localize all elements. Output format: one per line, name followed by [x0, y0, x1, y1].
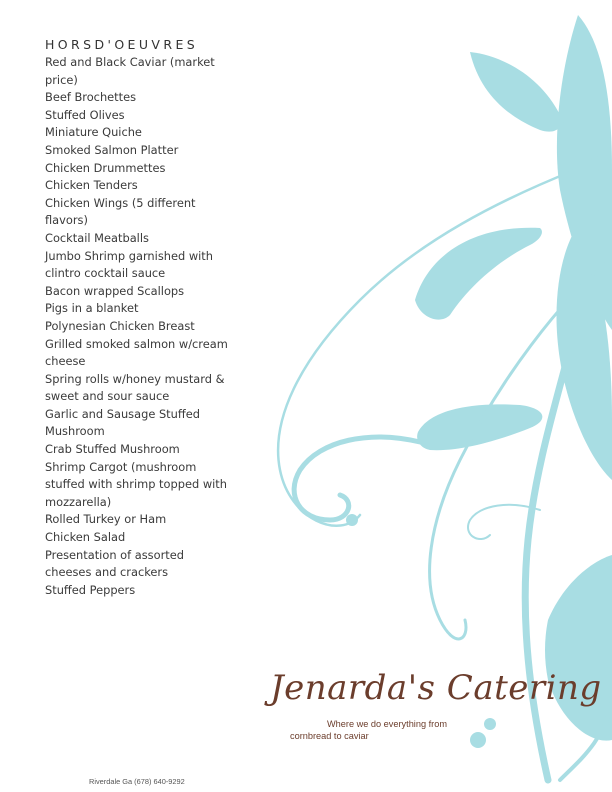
menu-list: [45, 54, 245, 599]
footer-contact: Riverdale Ga (678) 640-9292: [89, 777, 185, 786]
list-item: Spring rolls w/honey mustard & sweet and sour sauce: [45, 371, 225, 404]
list-item: Garlic and Sausage Stuffed Mushroom: [45, 406, 200, 439]
leaf-bottom: [545, 555, 612, 741]
list-item: Beef Brochettes: [45, 90, 137, 105]
list-item: Crab Stuffed Mushroom: [45, 442, 180, 457]
list-item: Chicken Drummettes: [45, 160, 166, 175]
logo-tagline-line1: Where we do everything from: [327, 719, 447, 729]
menu-section: [45, 37, 245, 599]
list-item: Stuffed Olives: [45, 107, 125, 122]
list-item: Chicken Salad: [45, 530, 126, 545]
list-item: Grilled smoked salmon w/cream cheese: [45, 336, 228, 369]
list-item: Shrimp Cargot (mushroom stuffed with shrimp topped with mozzarella): [45, 459, 227, 509]
leaf-top: [470, 52, 561, 132]
catering-logo: [270, 668, 602, 748]
stem-left-curl: [294, 437, 420, 520]
list-item: Presentation of assorted cheeses and crackers: [45, 547, 184, 580]
leaf-lower: [417, 404, 542, 450]
menu-heading: HORSD'OEUVRES: [45, 37, 199, 52]
logo-name: Jenarda's Catering: [270, 668, 602, 708]
list-item: Rolled Turkey or Ham: [45, 512, 167, 527]
list-item: Miniature Quiche: [45, 125, 142, 140]
list-item: Chicken Wings (5 different flavors): [45, 195, 196, 228]
list-item: Smoked Salmon Platter: [45, 142, 179, 157]
list-item: Cocktail Meatballs: [45, 230, 149, 245]
list-item: Jumbo Shrimp garnished with clintro cocktail sauce: [45, 248, 213, 281]
list-item: Chicken Tenders: [45, 178, 138, 193]
list-item: Polynesian Chicken Breast: [45, 318, 195, 333]
list-item: Pigs in a blanket: [45, 301, 139, 316]
logo-tagline-line2: cornbread to caviar: [290, 731, 369, 741]
list-item: Red and Black Caviar (market price): [45, 55, 215, 87]
list-item: Stuffed Peppers: [45, 582, 136, 597]
list-item: Bacon wrapped Scallops: [45, 283, 185, 298]
